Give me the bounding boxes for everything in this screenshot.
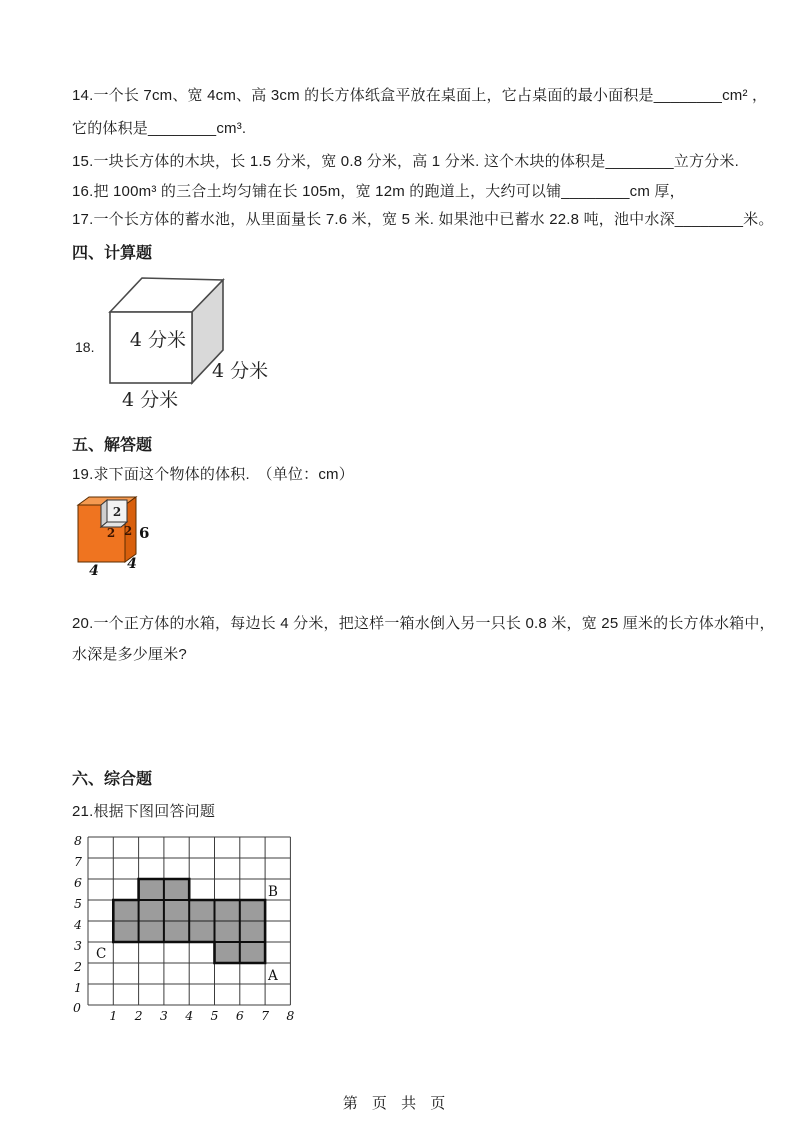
point-b-label: B xyxy=(268,884,278,900)
svg-text:1: 1 xyxy=(74,980,82,995)
question-15: 15.一块长方体的木块，长 1.5 分米，宽 0.8 分米，高 1 分米. 这个木块的体积是________立方分米. xyxy=(72,153,739,170)
cube-bottom-edge-label: 4 分米 xyxy=(122,389,179,411)
svg-text:6: 6 xyxy=(235,1008,244,1023)
question-14-line-2: 它的体积是________cm³. xyxy=(72,120,247,137)
cube-front-edge-label: 4 分米 xyxy=(129,329,187,351)
section-heading-calculation: 四、计算题 xyxy=(72,245,153,262)
svg-text:7: 7 xyxy=(261,1008,270,1023)
cube-right-edge-label: 4 分米 xyxy=(212,360,269,382)
depth-label: 4 xyxy=(127,556,137,572)
height-label: 6 xyxy=(139,524,150,542)
figure-18-cube xyxy=(68,272,298,420)
notch-left-label: 2 xyxy=(106,526,116,540)
svg-text:8: 8 xyxy=(74,833,82,848)
question-20-line-2: 水深是多少厘米? xyxy=(72,646,187,663)
question-14-line-1: 14.一个长 7cm、宽 4cm、高 3cm 的长方体纸盒平放在桌面上，它占桌面的最小面积是________cm² ， xyxy=(72,87,768,104)
question-18-number: 18. xyxy=(75,339,95,355)
svg-text:2: 2 xyxy=(134,1008,143,1023)
svg-text:6: 6 xyxy=(74,875,82,890)
figure-21-grid xyxy=(60,828,310,1028)
notch-size-label: 2 xyxy=(112,505,122,519)
section-heading-comprehensive: 六、综合题 xyxy=(72,771,153,788)
figure-19-notched-cuboid xyxy=(70,490,195,590)
svg-text:4: 4 xyxy=(74,917,82,932)
y-axis-labels xyxy=(73,833,82,995)
svg-text:7: 7 xyxy=(74,854,82,869)
section-heading-solve: 五、解答题 xyxy=(72,437,153,454)
width-label: 4 xyxy=(89,563,99,579)
svg-text:4: 4 xyxy=(185,1008,194,1023)
svg-text:2: 2 xyxy=(74,959,82,974)
svg-text:8: 8 xyxy=(286,1008,295,1023)
svg-text:5: 5 xyxy=(210,1008,219,1023)
svg-text:1: 1 xyxy=(109,1008,118,1023)
question-17: 17.一个长方体的蓄水池，从里面量长 7.6 米，宽 5 米. 如果池中已蓄水 22.8 吨，池中水深________米。 xyxy=(72,211,774,228)
question-19: 19.求下面这个物体的体积. （单位：cm） xyxy=(72,466,354,483)
question-21: 21.根据下图回答问题 xyxy=(72,803,216,820)
svg-text:5: 5 xyxy=(74,896,82,911)
origin-label: 0 xyxy=(73,1000,81,1015)
notch-right-label: 2 xyxy=(123,524,133,538)
page-footer: 第 页 共 页 xyxy=(342,1095,451,1112)
question-20-line-1: 20.一个正方体的水箱，每边长 4 分米，把这样一箱水倒入另一只长 0.8 米，宽 25 厘米的长方体水箱中， xyxy=(72,615,775,632)
svg-text:3: 3 xyxy=(74,938,82,953)
x-axis-labels xyxy=(109,1008,294,1023)
point-c-label: C xyxy=(96,946,107,962)
point-a-label: A xyxy=(268,968,278,984)
question-16: 16.把 100m³ 的三合土均匀铺在长 105m，宽 12m 的跑道上，大约可以铺________cm 厚， xyxy=(72,183,685,200)
svg-text:3: 3 xyxy=(159,1008,168,1023)
